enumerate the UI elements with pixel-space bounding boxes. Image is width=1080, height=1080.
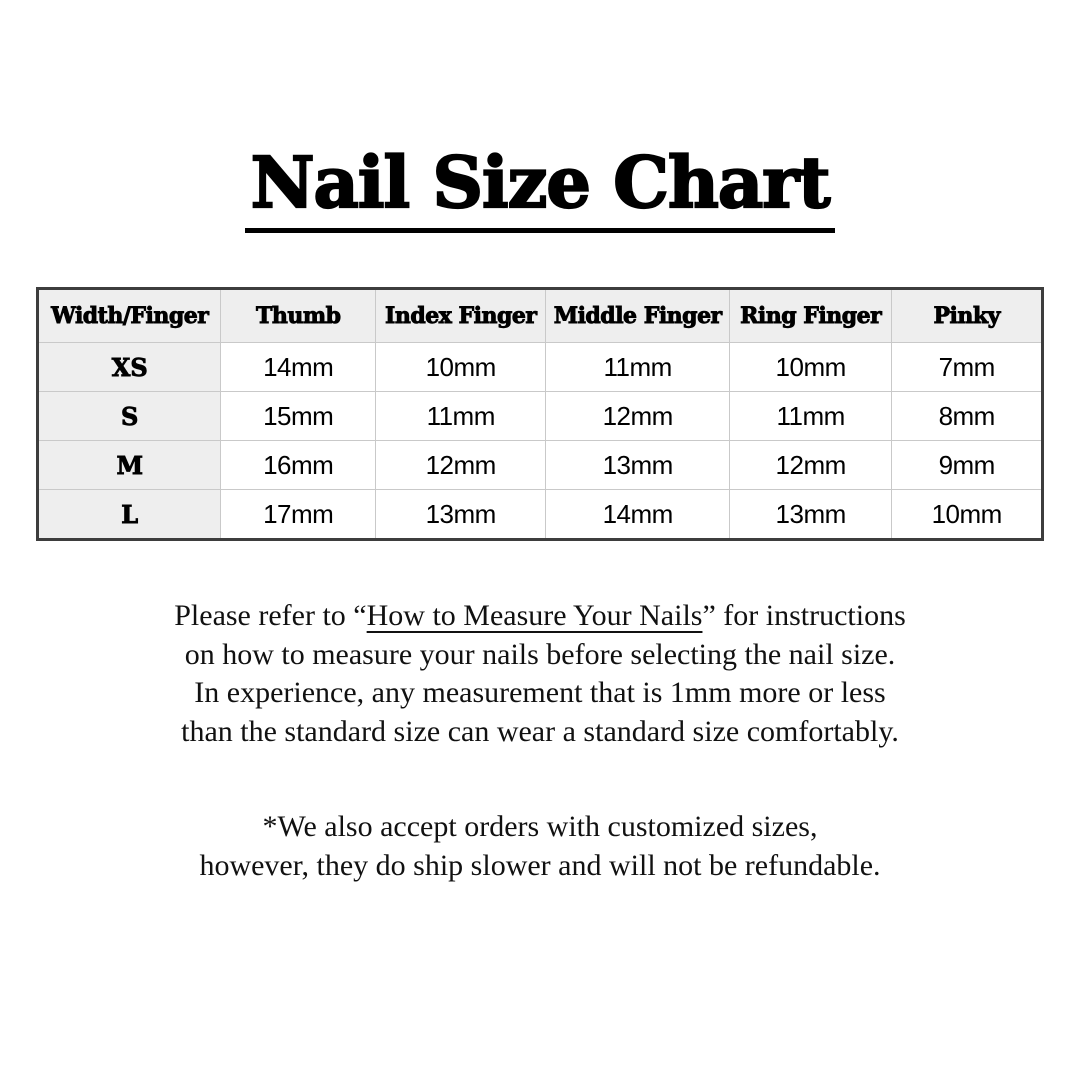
column-header: Ring Finger — [729, 289, 892, 343]
table-row — [38, 392, 1043, 441]
column-header: Middle Finger — [546, 289, 729, 343]
size-value-cell: 7mm — [892, 343, 1043, 392]
note-text: Please refer to “ — [174, 599, 367, 632]
measure-instructions-paragraph — [0, 597, 1080, 751]
note-text: on how to measure your nails before selecting the nail size. — [184, 637, 896, 671]
size-value-cell: 15mm — [221, 392, 376, 441]
size-value-cell: 10mm — [892, 490, 1043, 540]
size-label: M — [38, 441, 221, 490]
note-line — [0, 847, 1080, 886]
size-value-cell: 14mm — [546, 490, 729, 540]
column-header: Pinky — [892, 289, 1043, 343]
note-text: however, they do ship slower and will not be refundable. — [199, 848, 881, 882]
size-value-cell: 14mm — [221, 343, 376, 392]
note-line — [0, 636, 1080, 675]
column-header: Width/Finger — [38, 289, 221, 343]
column-header: Index Finger — [375, 289, 545, 343]
size-value-cell: 10mm — [375, 343, 545, 392]
size-value-cell: 17mm — [221, 490, 376, 540]
size-label: XS — [38, 343, 221, 392]
size-value-cell: 16mm — [221, 441, 376, 490]
note-line — [0, 597, 1080, 636]
size-label: L — [38, 490, 221, 540]
table-header-row — [38, 289, 1043, 343]
size-value-cell: 9mm — [892, 441, 1043, 490]
note-text: than the standard size can wear a standard size comfortably. — [181, 714, 899, 748]
table-row — [38, 490, 1043, 540]
size-label: S — [38, 392, 221, 441]
notes-section — [0, 597, 1080, 885]
size-chart-table — [36, 287, 1044, 541]
size-value-cell: 10mm — [729, 343, 892, 392]
custom-sizes-paragraph — [0, 808, 1080, 885]
note-text: In experience, any measurement that is 1mm more or less — [194, 676, 886, 709]
note-text: ” for instructions — [702, 599, 906, 632]
note-line — [0, 713, 1080, 752]
column-header: Thumb — [221, 289, 376, 343]
measure-nails-link[interactable]: How to Measure Your Nails — [366, 599, 703, 632]
size-value-cell: 13mm — [546, 441, 729, 490]
note-text: *We also accept orders with customized sizes, — [262, 810, 818, 843]
size-value-cell: 11mm — [375, 392, 545, 441]
size-value-cell: 11mm — [546, 343, 729, 392]
size-value-cell: 12mm — [375, 441, 545, 490]
table-row — [38, 441, 1043, 490]
size-value-cell: 13mm — [729, 490, 892, 540]
page-title: Nail Size Chart — [245, 148, 836, 233]
size-value-cell: 11mm — [729, 392, 892, 441]
note-line — [0, 808, 1080, 847]
size-value-cell: 8mm — [892, 392, 1043, 441]
size-value-cell: 12mm — [546, 392, 729, 441]
size-value-cell: 12mm — [729, 441, 892, 490]
note-line — [0, 674, 1080, 713]
table-row — [38, 343, 1043, 392]
size-value-cell: 13mm — [375, 490, 545, 540]
